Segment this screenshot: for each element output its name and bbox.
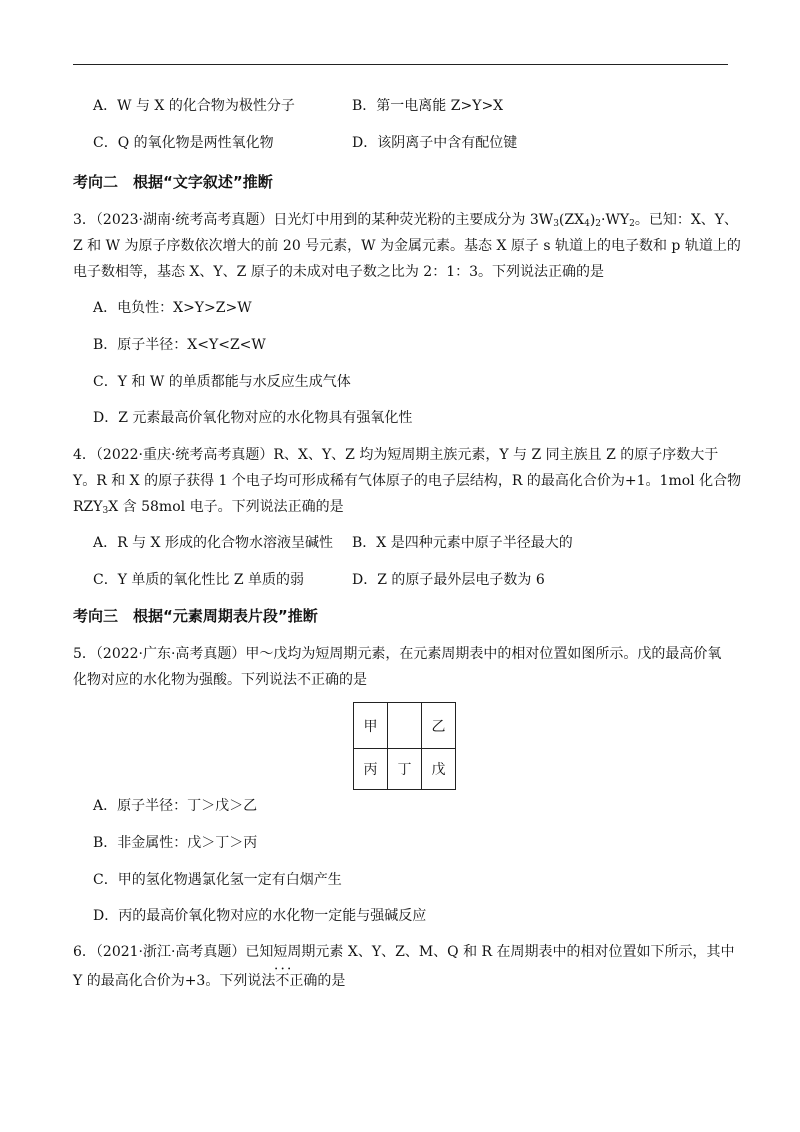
q3-line-3: 电子数相等，基态 X、Y、Z 原子的未成对电子数之比为 2：1：3。下列说法正确的是 — [73, 264, 605, 280]
table-cell: 甲 — [354, 703, 388, 749]
q4-option-c: C．Y 单质的氧化性比 Z 单质的弱 — [93, 572, 305, 588]
q5-option-d: D．丙的最高价氧化物对应的水化物一定能与强碱反应 — [93, 908, 427, 924]
q5-option-c: C．甲的氢化物遇氯化氢一定有白烟产生 — [93, 872, 342, 888]
option-c: C．Q 的氧化物是两性氧化物 — [93, 135, 274, 151]
q3-option-b: B．原子半径：X<Y<Z<W — [93, 337, 266, 353]
q3-option-d: D．Z 元素最高价氧化物对应的水化物具有强氧化性 — [93, 410, 413, 426]
q5-option-b: B．非金属性：戊＞丁＞丙 — [93, 835, 258, 851]
q3-line-1: 3．（2023·湖南·统考高考真题）日光灯中用到的某种荧光粉的主要成分为 $3W_3(ZX_4)_2\cdot WY_2$。已知：X、Y、 — [73, 212, 739, 229]
table-row — [354, 749, 456, 790]
option-a: A．W 与 X 的化合物为极性分子 — [93, 98, 295, 114]
table-cell: 乙 — [422, 703, 456, 749]
q6-line-2: Y 的最高化合价为+3。下列说法不正确 •••的是 — [73, 972, 345, 990]
section-heading-2: 考向二 根据“文字叙述”推断 — [73, 173, 273, 191]
emphasis-dots: 不正确 ••• — [275, 972, 317, 990]
q4-option-a: A．R 与 X 形成的化合物水溶液呈碱性 — [93, 535, 333, 551]
q3-option-a: A．电负性：X>Y>Z>W — [93, 300, 252, 316]
q4-line-3: $RZY_3X$ 含 58mol 电子。下列说法正确的是 — [73, 499, 344, 516]
q4-option-b: B．X 是四种元素中原子半径最大的 — [352, 535, 573, 551]
q4-option-d: D．Z 的原子最外层电子数为 6 — [352, 572, 545, 588]
q6-line-1: 6．（2021·浙江·高考真题）已知短周期元素 X、Y、Z、M、Q 和 R 在周期表中的相对位置如下所示，其中 — [73, 944, 735, 960]
q5-option-a: A．原子半径：丁＞戊＞乙 — [93, 798, 258, 814]
header-rule — [73, 64, 728, 65]
option-b: B．第一电离能 Z>Y>X — [352, 98, 504, 114]
table-cell: 戊 — [422, 749, 456, 790]
table-cell: 丙 — [354, 749, 388, 790]
table-cell — [388, 703, 422, 749]
q4-line-1: 4．（2022·重庆·统考高考真题）R、X、Y、Z 均为短周期主族元素，Y 与 Z 同主族且 Z 的原子序数大于 — [73, 447, 719, 463]
q3-line-2: Z 和 W 为原子序数依次增大的前 20 号元素，W 为金属元素。基态 X 原子 s 轨道上的电子数和 p 轨道上的 — [73, 238, 741, 254]
section-heading-3: 考向三 根据“元素周期表片段”推断 — [73, 607, 318, 625]
table-row — [354, 703, 456, 749]
table-cell: 丁 — [388, 749, 422, 790]
q5-line-2: 化物对应的水化物为强酸。下列说法不正确的是 — [73, 672, 367, 688]
q4-line-2: Y。R 和 X 的原子获得 1 个电子均可形成稀有气体原子的电子层结构，R 的最高化合价为+1。1mol 化合物 — [73, 473, 742, 489]
q3-option-c: C．Y 和 W 的单质都能与水反应生成气体 — [93, 374, 351, 390]
option-d: D．该阴离子中含有配位键 — [352, 135, 518, 151]
q5-line-1: 5．（2022·广东·高考真题）甲～戊均为短周期元素，在元素周期表中的相对位置如图所示。戊的最高价氧 — [73, 646, 722, 662]
periodic-table-fragment — [353, 702, 456, 790]
